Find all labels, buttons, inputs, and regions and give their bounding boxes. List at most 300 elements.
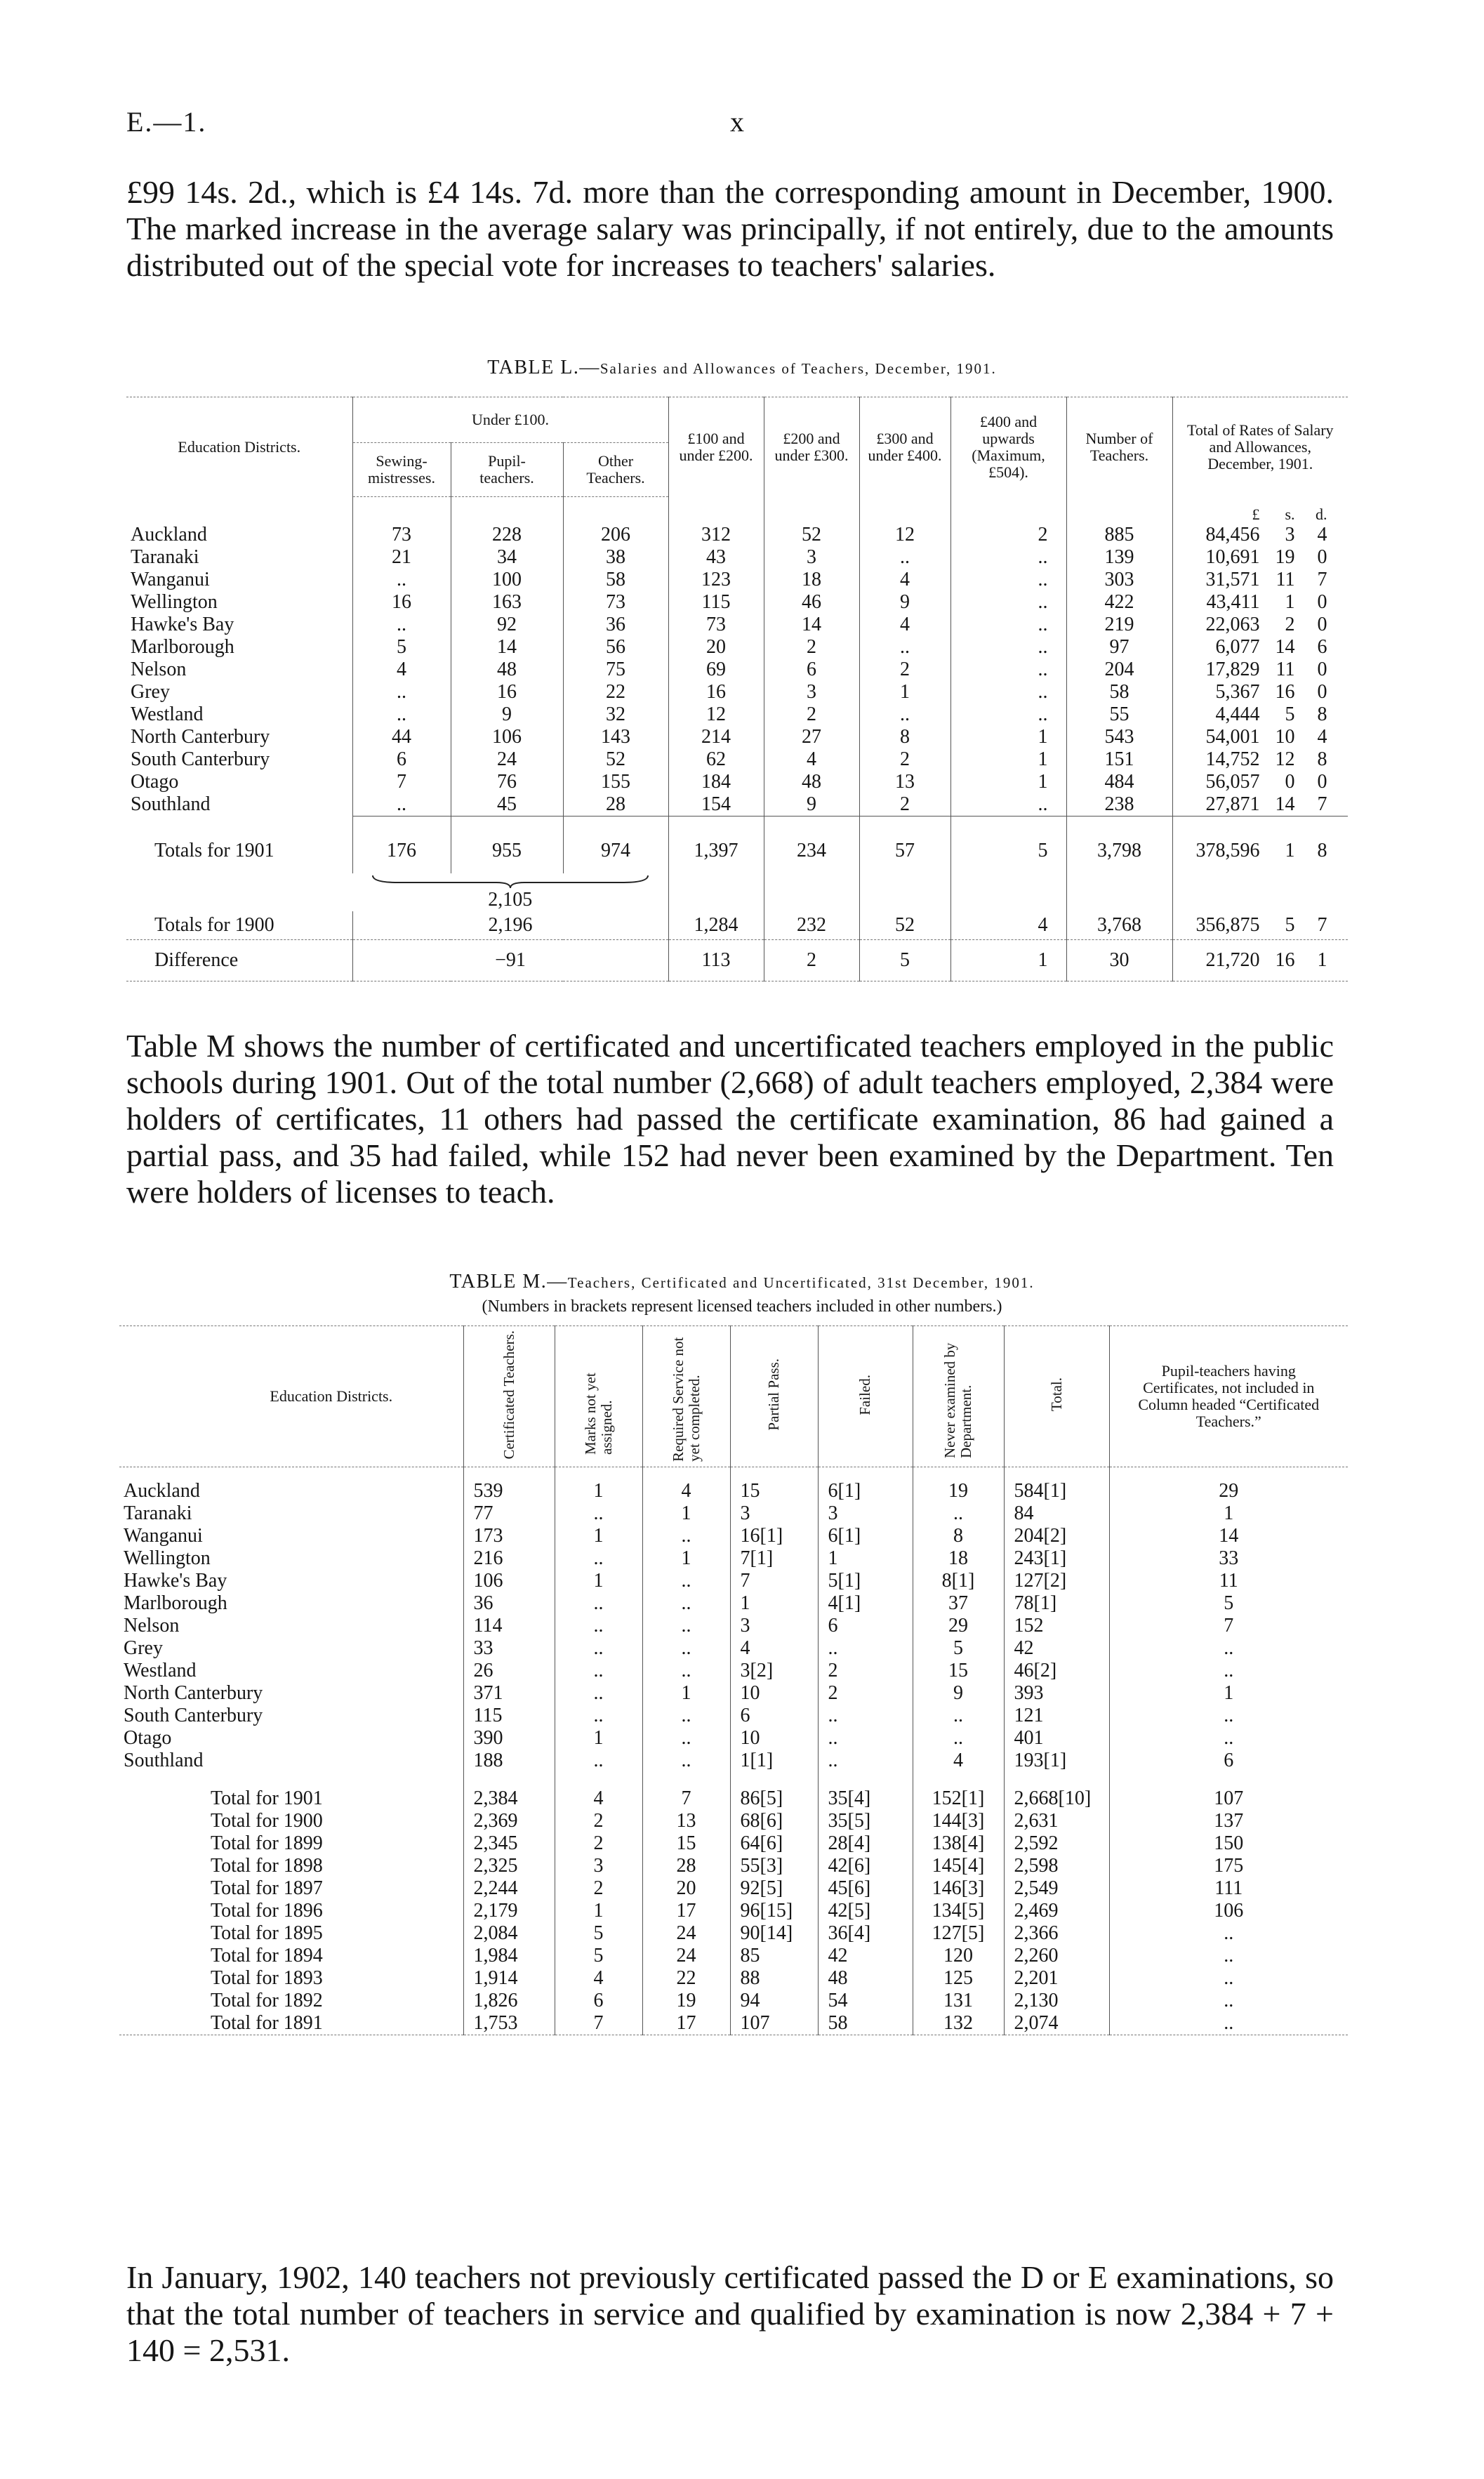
spacer-cell — [764, 873, 859, 911]
salary-total-cell — [1172, 816, 1348, 873]
table-cell: 184 — [668, 771, 764, 793]
salary-total-cell — [1172, 940, 1348, 981]
salary-pounds: 17,829 — [1205, 658, 1260, 680]
table-cell: 2,244 — [463, 1877, 555, 1900]
table-cell: 42[5] — [818, 1900, 913, 1922]
table-cell: 2,549 — [1004, 1877, 1109, 1900]
table-cell: 2,592 — [1004, 1832, 1109, 1855]
difference-row — [126, 940, 1348, 981]
table-cell: .. — [555, 1637, 642, 1660]
table-cell: 2 — [818, 1660, 913, 1682]
table-cell: 9 — [913, 1682, 1004, 1705]
header-m-never-examined: Never examined by Department. — [913, 1326, 1004, 1467]
table-cell: .. — [818, 1637, 913, 1660]
table-cell: 1,753 — [463, 2012, 555, 2035]
table-cell: 6[1] — [818, 1525, 913, 1547]
salary-shillings: 11 — [1276, 568, 1295, 590]
totals-row — [119, 1832, 1348, 1855]
table-row — [126, 659, 1348, 681]
spacer-cell — [463, 1772, 555, 1787]
totals-label: Total for 1897 — [211, 1877, 323, 1899]
spacer-cell — [1172, 873, 1348, 911]
table-cell: 97 — [1066, 636, 1172, 659]
table-cell: 16[1] — [730, 1525, 818, 1547]
table-cell: 401 — [1004, 1727, 1109, 1750]
salary-shillings: 1 — [1285, 840, 1295, 862]
table-cell: 6 — [730, 1705, 818, 1727]
totals-label: Total for 1893 — [211, 1967, 323, 1989]
table-cell: 92 — [451, 614, 563, 636]
header-m-partial-pass: Partial Pass. — [730, 1326, 818, 1467]
salary-pounds: 378,596 — [1195, 840, 1260, 862]
table-row — [119, 1682, 1348, 1705]
table-cell: 78[1] — [1004, 1592, 1109, 1615]
header-under-100: Under £100. — [352, 397, 668, 443]
table-cell: 204 — [1066, 659, 1172, 681]
table-cell: 371 — [463, 1682, 555, 1705]
table-cell: 1,397 — [668, 816, 764, 873]
district-name: Southland — [131, 793, 211, 815]
table-row — [119, 1547, 1348, 1570]
salary-pence: 8 — [1317, 748, 1327, 770]
unit-shillings: s. — [1285, 505, 1295, 523]
table-cell: 2 — [818, 1682, 913, 1705]
spacer-cell — [119, 1772, 463, 1787]
salary-pounds: 21,720 — [1205, 949, 1260, 971]
table-cell: 88 — [730, 1967, 818, 1990]
table-cell: 176 — [352, 816, 451, 873]
salary-total-cell — [1172, 614, 1348, 636]
spacer-cell — [913, 1772, 1004, 1787]
table-cell: 43 — [668, 546, 764, 569]
table-cell: 35[4] — [818, 1787, 913, 1810]
spacer-cell — [126, 873, 352, 911]
table-cell: 106 — [463, 1570, 555, 1592]
table-cell: 1 — [555, 1570, 642, 1592]
table-cell: 127[5] — [913, 1922, 1004, 1945]
table-cell: .. — [913, 1502, 1004, 1525]
table-cell: .. — [555, 1615, 642, 1637]
table-cell: 3,798 — [1066, 816, 1172, 873]
table-cell: 974 — [563, 816, 668, 873]
table-cell: 84 — [1004, 1502, 1109, 1525]
table-cell: 56 — [563, 636, 668, 659]
totals-row — [119, 1877, 1348, 1900]
table-cell: 228 — [451, 524, 563, 546]
table-l-caption — [0, 357, 1484, 379]
table-cell: 144[3] — [913, 1810, 1004, 1832]
spacer-cell — [730, 1467, 818, 1481]
table-row — [126, 703, 1348, 726]
table-cell: 69 — [668, 659, 764, 681]
salary-shillings: 0 — [1285, 770, 1295, 793]
spacer-cell — [730, 1772, 818, 1787]
table-cell: .. — [642, 1615, 730, 1637]
table-cell: .. — [352, 681, 451, 703]
table-cell: 150 — [1109, 1832, 1348, 1855]
table-cell: 121 — [1004, 1705, 1109, 1727]
salary-total-cell — [1172, 793, 1348, 817]
table-cell: 539 — [463, 1480, 555, 1502]
salary-pounds: 31,571 — [1205, 568, 1260, 590]
table-cell: 32 — [563, 703, 668, 726]
table-cell: 13 — [859, 771, 950, 793]
totals-row — [119, 1922, 1348, 1945]
table-cell: 28 — [563, 793, 668, 817]
table-cell: 2 — [859, 793, 950, 817]
spacer-cell — [950, 873, 1066, 911]
table-cell: .. — [1109, 1660, 1348, 1682]
table-cell: 155 — [563, 771, 668, 793]
district-name: Wanganui — [124, 1525, 203, 1547]
table-cell: 4 — [642, 1480, 730, 1502]
district-name: Otago — [124, 1727, 172, 1749]
table-cell: .. — [818, 1750, 913, 1772]
table-cell: 4 — [950, 911, 1066, 940]
salary-shillings: 10 — [1275, 725, 1295, 748]
combined-under-100-cell — [352, 873, 668, 911]
table-cell: 48 — [451, 659, 563, 681]
table-row — [119, 1705, 1348, 1727]
table-cell: 10 — [730, 1682, 818, 1705]
table-m-caption-title: Teachers, Certificated and Uncertificated, 31st December, 1901. — [567, 1274, 1035, 1291]
totals-label: Total for 1901 — [211, 1787, 323, 1809]
table-cell: 58 — [1066, 681, 1172, 703]
salary-shillings: 16 — [1275, 680, 1295, 703]
table-cell: 2 — [859, 748, 950, 771]
salary-shillings: 1 — [1285, 590, 1295, 613]
table-row — [126, 546, 1348, 569]
table-cell: 45[6] — [818, 1877, 913, 1900]
table-cell: 4[1] — [818, 1592, 913, 1615]
table-cell: 2,084 — [463, 1922, 555, 1945]
salary-total-cell — [1172, 524, 1348, 546]
table-cell: 2 — [555, 1810, 642, 1832]
district-name: South Canterbury — [131, 748, 270, 770]
table-cell: .. — [555, 1682, 642, 1705]
salary-pounds: 6,077 — [1215, 635, 1260, 658]
district-name: Grey — [131, 680, 170, 703]
table-cell: 64[6] — [730, 1832, 818, 1855]
table-row — [119, 1660, 1348, 1682]
district-name: Auckland — [131, 523, 207, 546]
table-cell: 3 — [730, 1502, 818, 1525]
table-cell: 7 — [642, 1787, 730, 1810]
table-cell: 7 — [730, 1570, 818, 1592]
table-cell: 138[4] — [913, 1832, 1004, 1855]
salary-pence: 0 — [1317, 546, 1327, 568]
salary-pounds: 43,411 — [1206, 590, 1260, 613]
salary-pence: 0 — [1317, 680, 1327, 703]
table-cell: .. — [1109, 1727, 1348, 1750]
table-cell: 29 — [1109, 1480, 1348, 1502]
table-cell: .. — [818, 1705, 913, 1727]
table-cell: 2,201 — [1004, 1967, 1109, 1990]
table-row — [126, 793, 1348, 817]
table-cell: 1,826 — [463, 1990, 555, 2012]
salary-pence: 0 — [1317, 590, 1327, 613]
table-cell: 145[4] — [913, 1855, 1004, 1877]
table-cell: 3 — [818, 1502, 913, 1525]
table-cell: 19 — [642, 1990, 730, 2012]
salary-total-cell — [1172, 636, 1348, 659]
table-cell: 152[1] — [913, 1787, 1004, 1810]
totals-label: Total for 1891 — [119, 2012, 463, 2035]
table-cell: 73 — [668, 614, 764, 636]
table-cell: 35[5] — [818, 1810, 913, 1832]
table-cell: 955 — [451, 816, 563, 873]
salary-shillings: 2 — [1285, 613, 1295, 635]
table-cell: 2,469 — [1004, 1900, 1109, 1922]
table-cell: 90[14] — [730, 1922, 818, 1945]
table-cell: .. — [352, 569, 451, 591]
salary-shillings: 3 — [1285, 523, 1295, 546]
table-cell: 1 — [950, 748, 1066, 771]
table-cell: 75 — [563, 659, 668, 681]
table-cell: 52 — [859, 911, 950, 940]
table-cell: 6 — [555, 1990, 642, 2012]
district-name: Wellington — [124, 1547, 211, 1569]
table-cell: .. — [913, 1727, 1004, 1750]
totals-row — [119, 1810, 1348, 1832]
table-row — [126, 771, 1348, 793]
table-cell: 2,345 — [463, 1832, 555, 1855]
table-cell: 3 — [555, 1855, 642, 1877]
table-row — [126, 591, 1348, 614]
table-cell: 8[1] — [913, 1570, 1004, 1592]
salary-pounds: 5,367 — [1215, 680, 1260, 703]
salary-total-cell — [1172, 726, 1348, 748]
paragraph-salary-increase: £99 14s. 2d., which is £4 14s. 7d. more than the corresponding amount in December, 1900. The marked increase in the average salary was principally, if not entirely, due to the amounts distributed out of the special vote for increases to teachers' salaries. — [126, 174, 1334, 283]
header-m-marks-not-assigned: Marks not yet assigned. — [555, 1326, 642, 1467]
table-cell: 1 — [818, 1547, 913, 1570]
table-cell: 4 — [913, 1750, 1004, 1772]
district-name: Southland — [124, 1750, 204, 1771]
table-cell: .. — [1109, 1705, 1348, 1727]
table-cell: 3 — [730, 1615, 818, 1637]
district-name: Westland — [124, 1660, 197, 1681]
table-cell: 1,914 — [463, 1967, 555, 1990]
table-cell: 3[2] — [730, 1660, 818, 1682]
table-cell: .. — [950, 569, 1066, 591]
table-row — [126, 614, 1348, 636]
table-l-salaries — [126, 397, 1348, 981]
district-name: Wellington — [131, 590, 218, 613]
table-cell: 125 — [913, 1967, 1004, 1990]
table-cell: 584[1] — [1004, 1480, 1109, 1502]
table-cell: 8 — [913, 1525, 1004, 1547]
table-cell: 58 — [818, 2012, 913, 2035]
table-cell: 206 — [563, 524, 668, 546]
table-cell: 2,130 — [1004, 1990, 1109, 2012]
header-m-education-districts: Education Districts. — [119, 1326, 463, 1467]
salary-pence: 6 — [1317, 635, 1327, 658]
district-name: North Canterbury — [131, 725, 270, 748]
page-number: x — [730, 106, 744, 138]
table-cell: 54 — [818, 1990, 913, 2012]
table-cell: 18 — [913, 1547, 1004, 1570]
table-cell: .. — [913, 1705, 1004, 1727]
table-cell: 2 — [555, 1877, 642, 1900]
table-cell: 7 — [352, 771, 451, 793]
header-m-total: Total. — [1004, 1326, 1109, 1467]
table-cell: 33 — [463, 1637, 555, 1660]
totals-label: Total for 1898 — [211, 1855, 323, 1877]
table-cell: −91 — [352, 940, 668, 981]
totals-label: Total for 1900 — [211, 1810, 323, 1832]
table-cell: 7 — [1109, 1615, 1348, 1637]
header-m-service-not-completed: Required Service not yet completed. — [642, 1326, 730, 1467]
table-cell: 7[1] — [730, 1547, 818, 1570]
table-cell: 107 — [730, 2012, 818, 2035]
totals-row — [119, 1945, 1348, 1967]
table-cell: 543 — [1066, 726, 1172, 748]
salary-shillings: 12 — [1275, 748, 1295, 770]
table-cell: 9 — [451, 703, 563, 726]
table-cell: 2,369 — [463, 1810, 555, 1832]
district-name: Taranaki — [131, 546, 199, 568]
table-cell: 20 — [642, 1877, 730, 1900]
salary-pounds: 4,444 — [1215, 703, 1260, 725]
table-cell: .. — [950, 591, 1066, 614]
salary-total-cell — [1172, 703, 1348, 726]
salary-pence: 8 — [1317, 703, 1327, 725]
table-cell: 2,196 — [352, 911, 668, 940]
table-cell: 143 — [563, 726, 668, 748]
table-cell: 16 — [451, 681, 563, 703]
table-cell: .. — [555, 1502, 642, 1525]
table-cell: 115 — [668, 591, 764, 614]
paragraph-table-m-intro: Table M shows the number of certificated and uncertificated teachers employed in the public schools during 1901. Out of the total number (2,668) of adult teachers employed, 2,384 were holders of certificates, 11 others had passed the certificate examination, 86 had gained a partial pass, and 35 had failed, while 152 had never been examined by the Department. Ten were holders of licenses to teach. — [126, 1028, 1334, 1210]
table-cell: .. — [642, 1592, 730, 1615]
table-cell: 5 — [859, 940, 950, 981]
table-cell: 85 — [730, 1945, 818, 1967]
spacer-cell — [818, 1467, 913, 1481]
salary-total-cell — [1172, 659, 1348, 681]
table-m-caption-label: TABLE M.— — [449, 1271, 568, 1293]
table-cell: 28 — [642, 1855, 730, 1877]
salary-pounds: 84,456 — [1205, 523, 1260, 546]
table-cell: 4 — [859, 614, 950, 636]
table-cell: 2,074 — [1004, 2012, 1109, 2035]
table-cell: 8 — [859, 726, 950, 748]
table-cell: 1 — [1109, 1502, 1348, 1525]
table-cell: .. — [352, 614, 451, 636]
table-row — [126, 681, 1348, 703]
header-pupil-teachers: Pupil-teachers. — [451, 443, 563, 497]
salary-pounds: 10,691 — [1205, 546, 1260, 568]
table-cell: 4 — [555, 1787, 642, 1810]
table-cell: .. — [642, 1525, 730, 1547]
table-cell: 4 — [764, 748, 859, 771]
totals-row — [119, 1990, 1348, 2012]
table-cell: 24 — [642, 1922, 730, 1945]
table-cell: 422 — [1066, 591, 1172, 614]
table-cell: 36[4] — [818, 1922, 913, 1945]
table-cell: 14 — [1109, 1525, 1348, 1547]
spacer-cell — [555, 1467, 642, 1481]
unit-pence: d. — [1316, 505, 1327, 523]
table-cell: 106 — [1109, 1900, 1348, 1922]
table-cell: 132 — [913, 2012, 1004, 2035]
table-row — [126, 726, 1348, 748]
salary-pence: 0 — [1317, 770, 1327, 793]
salary-shillings: 14 — [1275, 635, 1295, 658]
table-cell: 151 — [1066, 748, 1172, 771]
table-cell: 26 — [463, 1660, 555, 1682]
table-cell: .. — [642, 1660, 730, 1682]
paragraph-january-1902: In January, 1902, 140 teachers not previously certificated passed the D or E examinations, so that the total number of teachers in service and qualified by examination is now 2,384 + 7 + 140 = 2,531. — [126, 2259, 1334, 2368]
table-cell: .. — [859, 636, 950, 659]
table-cell: 134[5] — [913, 1900, 1004, 1922]
table-row — [126, 569, 1348, 591]
table-cell: 21 — [352, 546, 451, 569]
table-cell: 45 — [451, 793, 563, 817]
table-cell: 12 — [859, 524, 950, 546]
table-cell: 3,768 — [1066, 911, 1172, 940]
table-cell: 77 — [463, 1502, 555, 1525]
district-name: Auckland — [124, 1480, 200, 1502]
table-cell: 94 — [730, 1990, 818, 2012]
table-cell: 312 — [668, 524, 764, 546]
salary-pence: 0 — [1317, 658, 1327, 680]
difference-label: Difference — [126, 940, 352, 981]
header-number-of-teachers: Number of Teachers. — [1066, 397, 1172, 497]
table-cell: 14 — [451, 636, 563, 659]
table-cell: 139 — [1066, 546, 1172, 569]
table-cell: 2,668[10] — [1004, 1787, 1109, 1810]
table-cell: 6 — [1109, 1750, 1348, 1772]
table-cell: 219 — [1066, 614, 1172, 636]
district-name: Nelson — [131, 658, 187, 680]
table-cell: .. — [555, 1592, 642, 1615]
table-cell: 6 — [818, 1615, 913, 1637]
spacer-cell — [642, 1467, 730, 1481]
table-cell: .. — [950, 793, 1066, 817]
table-cell: 100 — [451, 569, 563, 591]
table-cell: 115 — [463, 1705, 555, 1727]
table-cell: 303 — [1066, 569, 1172, 591]
table-cell: 2 — [555, 1832, 642, 1855]
totals-label: Totals for 1901 — [154, 840, 274, 861]
table-cell: 114 — [463, 1615, 555, 1637]
table-cell: 48 — [764, 771, 859, 793]
table-row — [119, 1750, 1348, 1772]
totals-label: Totals for 1900 — [154, 914, 274, 936]
header-sewing-mistresses: Sewing-mistresses. — [352, 443, 451, 497]
table-row — [119, 1592, 1348, 1615]
table-row — [119, 1615, 1348, 1637]
salary-pounds: 14,752 — [1205, 748, 1260, 770]
table-cell: 18 — [764, 569, 859, 591]
salary-pounds: 22,063 — [1205, 613, 1260, 635]
table-cell: 484 — [1066, 771, 1172, 793]
table-cell: .. — [1109, 1922, 1348, 1945]
table-cell: 44 — [352, 726, 451, 748]
table-cell: .. — [950, 659, 1066, 681]
totals-row — [119, 2012, 1348, 2035]
totals-label: Total for 1899 — [211, 1832, 323, 1854]
table-cell: 5 — [352, 636, 451, 659]
table-cell: 52 — [764, 524, 859, 546]
salary-pence: 7 — [1317, 914, 1327, 936]
salary-shillings: 14 — [1275, 793, 1295, 815]
table-cell: 216 — [463, 1547, 555, 1570]
table-cell: 33 — [1109, 1547, 1348, 1570]
table-cell: 4 — [352, 659, 451, 681]
table-cell: 48 — [818, 1967, 913, 1990]
combined-total: 2,105 — [488, 889, 533, 911]
